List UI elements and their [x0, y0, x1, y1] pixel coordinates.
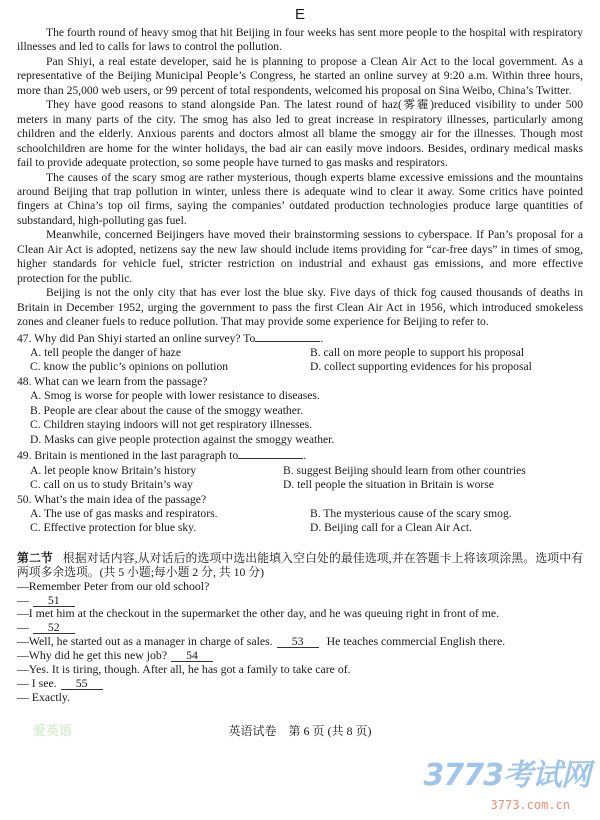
paragraph: Meanwhile, concerned Beijingers have moved their brainstorming sessions to cyberspace. If Pan’s proposal for a Clean Air Act is adopted, netizens say the new law should include items providing for “car-free days” in times of smog, higher standards for vehicle fuel, stricter restriction on industrial and exhaust gas emissions, and more effective protection for the public. — [17, 228, 583, 285]
dialogue-text: —Yes. It is tiring, though. After all, he has got a family to take care of. — [17, 662, 351, 677]
answer-blank — [255, 330, 320, 342]
dialogue — [17, 580, 583, 705]
section-title: E — [294, 6, 305, 23]
punctuation: . — [320, 331, 324, 345]
option-a: A. let people know Britain’s history — [30, 463, 197, 477]
dialogue-text: —Remember Peter from our old school? — [17, 578, 210, 593]
dialogue-line — [17, 635, 583, 649]
dialogue-line — [17, 677, 583, 691]
answer-blank-54: 54 — [171, 649, 213, 662]
question-stem: 50. What’s the main idea of the passage? — [17, 492, 207, 506]
answer-blank-51: 51 — [33, 594, 75, 607]
question-48 — [17, 375, 583, 447]
option-c: C. Effective protection for blue sky. — [30, 521, 197, 535]
option-a: A. The use of gas masks and respirators. — [30, 506, 218, 520]
dialogue-text: —Well, he started out as a manager in charge of sales. — [17, 634, 273, 649]
dialogue-line — [17, 649, 583, 663]
option-d: D. collect supporting evidences for his proposal — [310, 360, 532, 374]
dialogue-line — [17, 691, 583, 705]
option-b: B. People are clear about the cause of the smoggy weather. — [30, 403, 303, 417]
dialogue-line — [17, 580, 583, 594]
paragraph: The fourth round of heavy smog that hit Beijing in four weeks has sent more people to the hospital with respiratory illnesses and led to calls for laws to control the pollution. — [17, 26, 583, 54]
footer-row — [17, 723, 583, 741]
dialogue-line — [17, 594, 583, 608]
questions — [17, 330, 583, 536]
answer-blank-55: 55 — [61, 677, 103, 690]
reading-passage — [17, 26, 583, 330]
answer-blank-52: 52 — [33, 621, 75, 634]
question-stem: 48. What can we learn from the passage? — [17, 374, 208, 388]
option-b: B. suggest Beijing should learn from other countries — [283, 463, 526, 477]
dialogue-text: —Why did he get this new job? — [17, 648, 168, 663]
exam-page — [17, 6, 583, 741]
dialogue-text: — Exactly. — [17, 689, 70, 704]
option-a: A. tell people the danger of haze — [30, 345, 181, 359]
option-d: D. Beijing call for a Clean Air Act. — [310, 521, 472, 535]
option-b: B. call on more people to support his proposal — [310, 345, 525, 359]
dialogue-text: He teaches commercial English there. — [326, 634, 506, 649]
dialogue-line — [17, 621, 583, 635]
question-49 — [17, 447, 583, 492]
answer-blank — [238, 447, 303, 459]
paragraph: Beijing is not the only city that has ever lost the blue sky. Five days of thick fog caused thousands of deaths in Britain in December 1952, urging the government to pass the first Clean Air Act in 1956, which introduced smokeless zones and cleaner fuels to reduce pollution. That may provide some experience for Beijing to refer to. — [17, 286, 583, 329]
watermark-url: 3773.com.cn — [490, 798, 570, 812]
question-47 — [17, 330, 583, 375]
option-c: C. know the public’s opinions on pollution — [30, 360, 229, 374]
section-label: 第二节 — [17, 550, 53, 565]
page-footer: 英语试卷 第 6 页 (共 8 页) — [228, 723, 372, 738]
option-a: A. Smog is worse for people with lower resistance to diseases. — [30, 389, 320, 403]
dialogue-text: — — [17, 620, 29, 635]
question-stem: 49. Britain is mentioned in the last paragraph to — [17, 449, 239, 463]
section-instructions: 根据对话内容,从对话后的选项中选出能填入空白处的最佳选项,并在答题卡上将该项涂黑。选项中有两项多余选项。(共 5 小题;每小题 2 分, 共 10 分) — [17, 550, 583, 579]
paragraph: The causes of the scary smog are rather mysterious, though experts blame excessive emissions and the mountains around Beijing that trap pollution in winter, unless there is adequate wind to clear it away. Some critics have pointed fingers at China’s top oil firms, saying the companies’ outdated production technologies produce large quantities of substandard, high-polluting gas fuel. — [17, 170, 583, 227]
option-d: D. Masks can give people protection against the smoggy weather. — [30, 432, 335, 446]
paragraph: Pan Shiyi, a real estate developer, said he is planning to propose a Clean Air Act to the local government. As a representative of the Beijing Municipal People’s Congress, he started an online survey at 9:20 a.m. Within three hours, more than 25,000 web users, or 99 percent of total respondents, welcomed his proposal on Sina Weibo, China’s Twitter. — [17, 54, 583, 97]
option-b: B. The mysterious cause of the scary smog. — [310, 506, 512, 520]
dialogue-text: — — [17, 592, 29, 607]
option-c: C. Children staying indoors will not get respiratory illnesses. — [30, 418, 313, 432]
dialogue-line — [17, 663, 583, 677]
paragraph: They have good reasons to stand alongside Pan. The latest round of haz(雾霾)reduced visibility to under 500 meters in many parts of the city. The smog has also led to great increase in respiratory illnesses, particularly among children and the elderly. Anxious parents and doctors almost all blame the smoggy air for the illnesses. Though most schoolchildren are home for the winter holidays, the bad air can easily move indoors. Besides, ordinary medical masks fail to provide adequate protection, so some people have turned to gas masks and respirators. — [17, 98, 583, 170]
question-stem: 47. Why did Pan Shiyi started an online survey? To — [17, 331, 256, 345]
question-50 — [17, 493, 583, 536]
dialogue-text: — I see. — [17, 676, 57, 691]
option-c: C. call on us to study Britain’s way — [30, 478, 193, 492]
watermark-logo: 3773考试网 — [423, 758, 590, 793]
dialogue-text: —I met him at the checkout in the supermarket the other day, and he was queuing right in front of me. — [17, 606, 500, 621]
watermark-left-logo: 爱英语 — [33, 722, 73, 738]
answer-blank-53: 53 — [277, 635, 319, 648]
punctuation: . — [303, 449, 307, 463]
section-two — [17, 552, 583, 705]
option-d: D. tell people the situation in Britain is worse — [283, 478, 494, 492]
dialogue-line — [17, 607, 583, 621]
